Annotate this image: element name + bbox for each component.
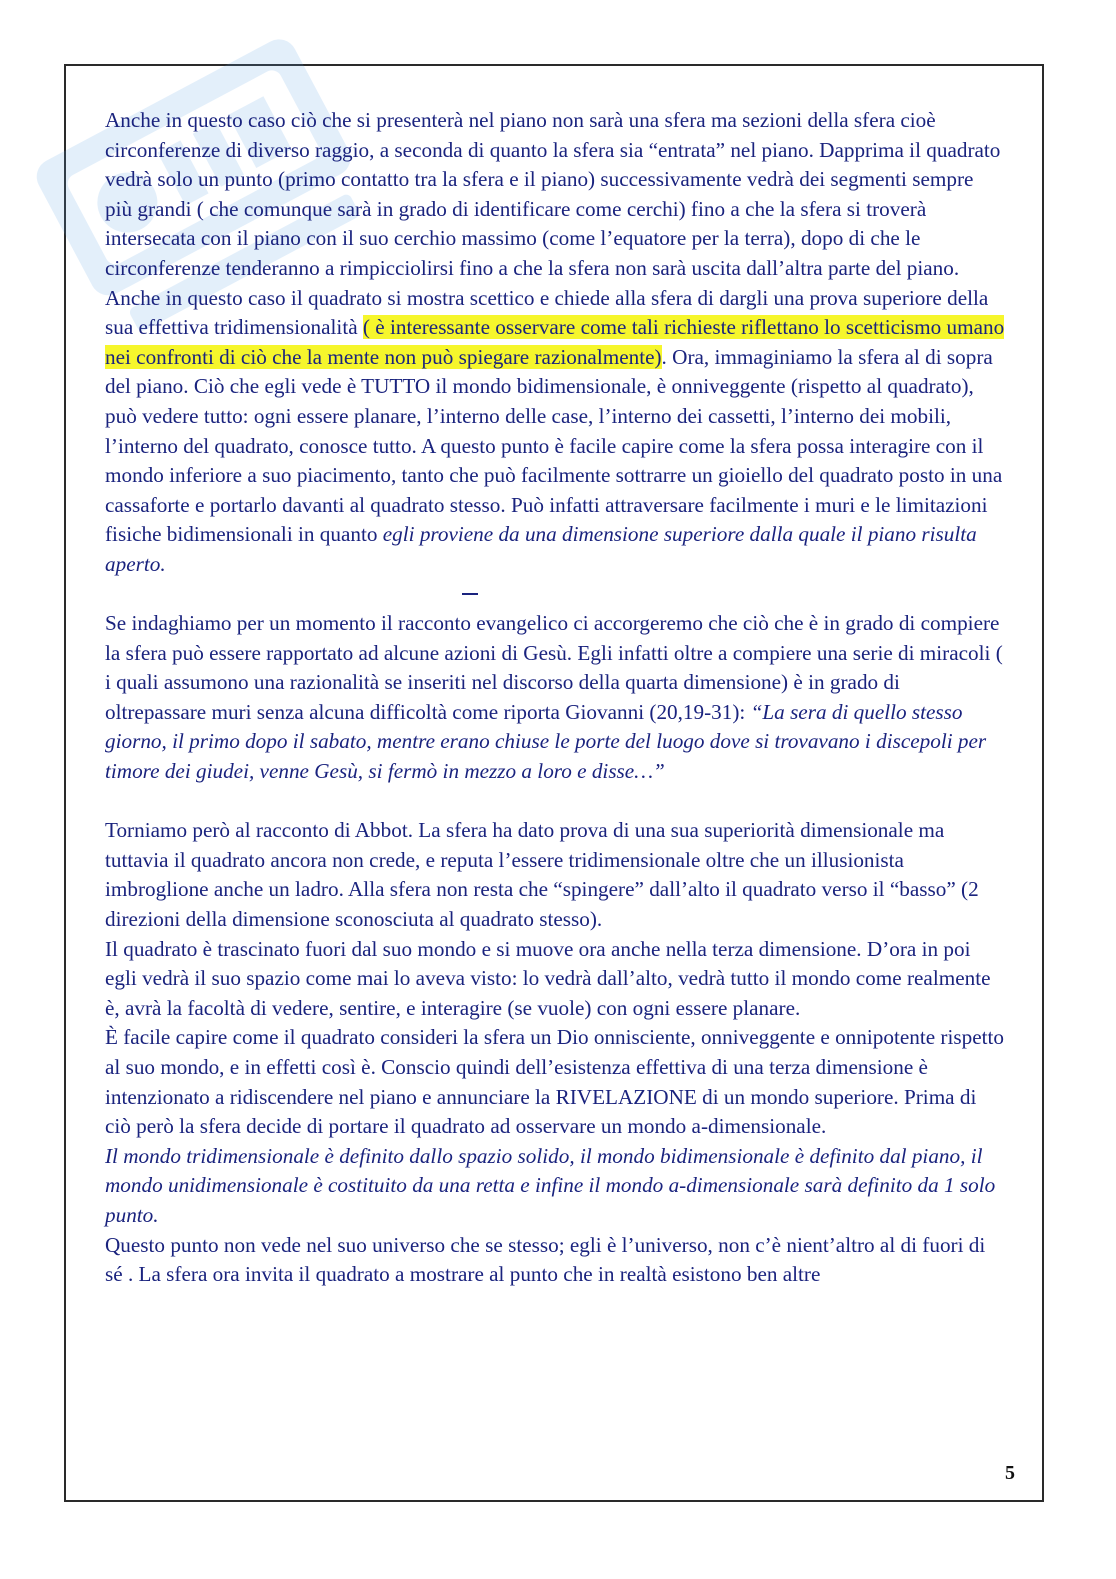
paragraph-gap	[105, 787, 1005, 817]
paragraph-gospel	[105, 609, 1005, 787]
text-run: Torniamo però al racconto di Abbot. La sfera ha dato prova di una sua superiorità dimensionale ma tuttavia il quadrato ancora non crede, e reputa l’essere tridimensionale oltre che un illusionista imbroglione anche un ladro. Alla sfera non resta che “spingere” dall’alto il quadrato verso il “basso” (2 direzioni della dimensione sconosciuta al quadrato stesso).	[105, 818, 979, 932]
section-separator	[105, 580, 1005, 610]
text-run: Se indaghiamo per un momento il racconto evangelico ci accorgeremo che ciò che è in grado di compiere la sfera può essere rapportato ad alcune azioni di Gesù. Egli infatti oltre a compiere una serie di miracoli ( i quali assumono una razionalità se inseriti nel discorso della quarta dimensione) è in grado di oltrepassare muri senza alcuna difficoltà come riporta Giovanni (20,19-31):	[105, 611, 1003, 724]
text-run: È facile capire come il quadrato consideri la sfera un Dio onnisciente, onniveggente e onnipotente rispetto al suo mondo, e in effetti così è. Conscio quindi dell’esistenza effettiva di una terza dimensione è intenzionato a ridiscendere nel piano e annunciare la RIVELAZIONE di un mondo superiore. Prima di ciò però la sfera decide di portare il quadrato ad osservare un mondo a-dimensionale.	[105, 1025, 1004, 1139]
text-run: Il quadrato è trascinato fuori dal suo mondo e si muove ora anche nella terza dimensione. D’ora in poi egli vedrà il suo spazio come mai lo aveva visto: lo vedrà dall’alto, vedrà tutto il mondo come realmente è, avrà la facoltà di vedere, sentire, e interagire (se vuole) con ogni essere planare.	[105, 936, 991, 1020]
document-body	[105, 106, 1005, 1290]
paragraph-revelation	[105, 1023, 1005, 1141]
page-number: 5	[1005, 1462, 1015, 1484]
separator-dash	[462, 593, 478, 595]
paragraph-abbot	[105, 816, 1005, 934]
paragraph-point-universe	[105, 1231, 1005, 1290]
italic-text: egli proviene da una dimensione superiore dalla quale il piano risulta aperto.	[105, 522, 977, 576]
gospel-quote: “La sera di quello stesso giorno, il primo dopo il sabato, mentre erano chiuse le porte del luogo dove si trovavano i discepoli per timore dei giudei, venne Gesù, si fermò in mezzo a loro e disse…”	[105, 699, 987, 784]
text-run: Questo punto non vede nel suo universo che se stesso; egli è l’universo, non c’è nient’altro al di fuori di sé . La sfera ora invita il quadrato a mostrare al punto che in realtà esistono ben altre	[105, 1232, 986, 1287]
paragraph-dimensions-definition	[105, 1142, 1005, 1231]
text-run: . Ora, immaginiamo la sfera al di sopra del piano. Ciò che egli vede è TUTTO il mondo bidimensionale, è onniveggente (rispetto al quadrato), può vedere tutto: ogni essere planare, l’interno delle case, l’interno dei cassetti, l’interno dei mobili, l’interno del quadrato, conosce tutto. A questo punto è facile capire come la sfera possa interagire con il mondo inferiore a suo piacimento, tanto che può facilmente sottrarre un gioiello del quadrato posto in una cassaforte e portarlo davanti al quadrato stesso. Può infatti attraversare facilmente i muri e le limitazioni fisiche bidimensionali in quanto	[105, 344, 1003, 547]
text-run: Anche in questo caso ciò che si presenterà nel piano non sarà una sfera ma sezioni della sfera cioè circonferenze di diverso raggio, a seconda di quanto la sfera sia “entrata” nel piano. Dapprima il quadrato vedrà solo un punto (primo contatto tra la sfera e il piano) successivamente vedrà dei segmenti sempre più grandi ( che comunque sarà in grado di identificare come cerchi) fino a che la sfera si troverà intersecata con il piano con il suo cerchio massimo (come l’equatore per la terra), dopo di che le circonferenze tenderanno a rimpicciolirsi fino a che la sfera non sarà uscita dall’altra parte del piano. Anche in questo caso il quadrato si mostra scettico e chiede alla sfera di dargli una prova superiore della sua effettiva tridimensionalità	[105, 108, 1001, 340]
paragraph-third-dimension	[105, 935, 1005, 1024]
italic-text: Il mondo tridimensionale è definito dallo spazio solido, il mondo bidimensionale è definito dal piano, il mondo unidimensionale è costituito da una retta e infine il mondo a-dimensionale sarà definito da 1 solo punto.	[105, 1143, 996, 1227]
highlighted-text: ( è interessante osservare come tali richieste riflettano lo scetticismo umano nei confronti di ciò che la mente non può spiegare razionalmente)	[105, 315, 1005, 369]
paragraph-sphere-sections	[105, 106, 1005, 580]
